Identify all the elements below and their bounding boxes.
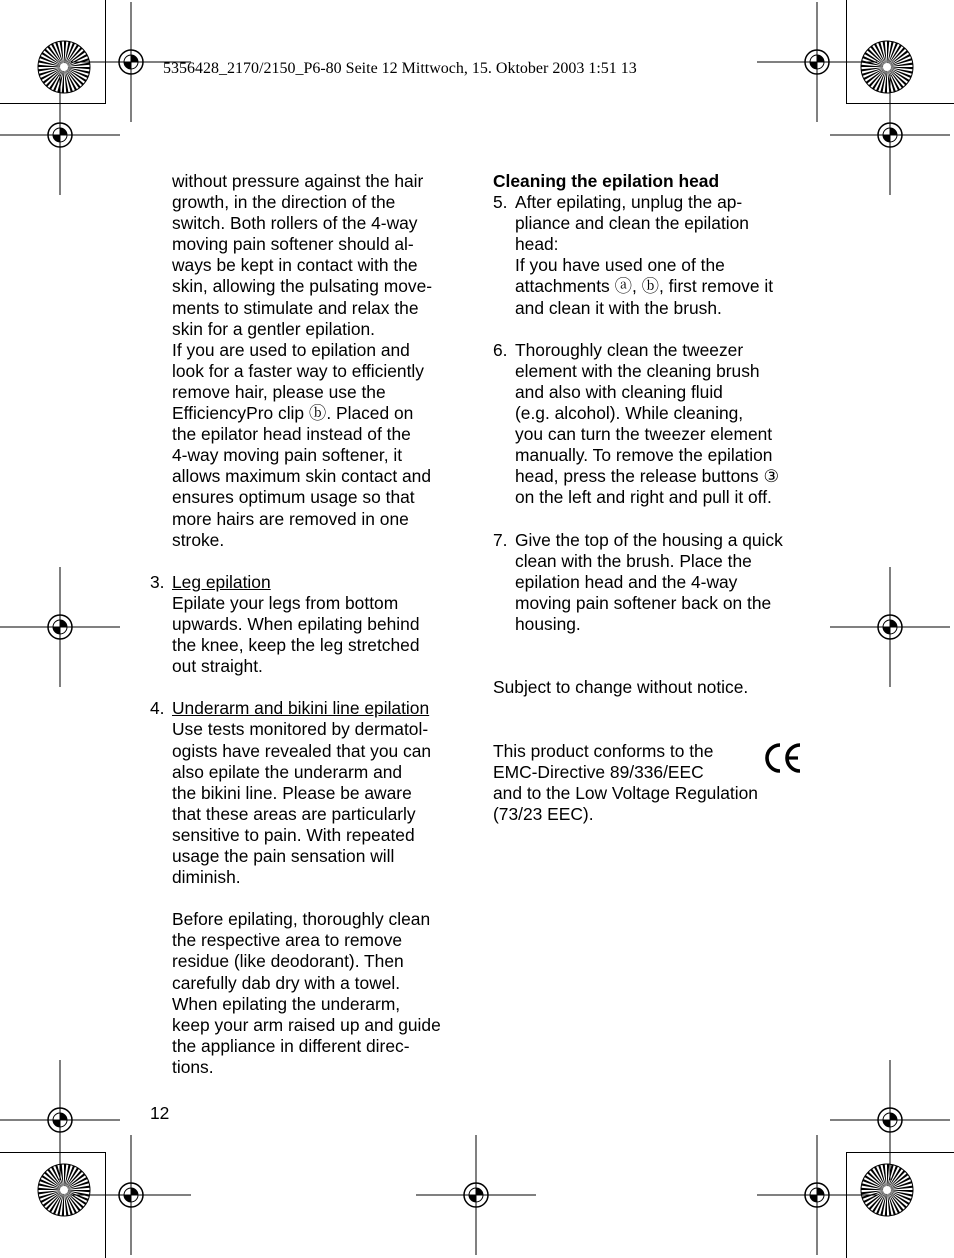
text-line: tions. (172, 1056, 214, 1077)
registration-mark-icon (757, 1135, 877, 1255)
intro-paragraph (150, 171, 470, 551)
text-line: manually. To remove the epilation (515, 445, 773, 466)
text-line: This product conforms to the (493, 740, 714, 761)
registration-mark-icon (416, 1135, 536, 1255)
crop-line (105, 0, 106, 104)
text-line: switch. Both rollers of the 4-way (172, 213, 418, 234)
crop-line (0, 1152, 105, 1153)
text-line: carefully dab dry with a towel. (172, 972, 401, 993)
list-item-underarm-bikini (150, 698, 470, 1078)
text-line: skin for a gentler epilation. (172, 318, 376, 339)
text-line: more hairs are removed in one (172, 508, 409, 529)
text-line: pliance and clean the epilation (515, 213, 749, 234)
item-title: Leg epilation (172, 571, 271, 592)
text-line: attachments ⓐ, ⓑ, first remove it (515, 276, 774, 297)
text-line: (73/23 EEC). (493, 803, 594, 824)
text-line: Use tests monitored by dermatol- (172, 719, 429, 740)
text-line: If you are used to epilation and (172, 339, 410, 360)
text-line: diminish. (172, 867, 241, 888)
text-line: allows maximum skin contact and (172, 466, 432, 487)
list-item-leg-epilation (150, 572, 470, 677)
text-line: Thoroughly clean the tweezer (515, 339, 744, 360)
text-line: moving pain softener should al- (172, 234, 414, 255)
text-line: epilation head and the 4-way (515, 571, 738, 592)
text-line: skin, allowing the pulsating move- (172, 276, 433, 297)
crop-line (846, 103, 954, 104)
text-line: If you have used one of the (515, 255, 725, 276)
text-line: ensures optimum usage so that (172, 487, 415, 508)
page-number: 12 (150, 1103, 170, 1123)
text-line: upwards. When epilating behind (172, 613, 420, 634)
text-line: EMC-Directive 89/336/EEC (493, 761, 704, 782)
text-line: that these areas are particularly (172, 803, 416, 824)
item-title: Underarm and bikini line epilation (172, 698, 430, 719)
text-line: (e.g. alcohol). While cleaning, (515, 403, 744, 424)
text-line: growth, in the direction of the (172, 192, 396, 213)
conformity-statement (493, 741, 813, 825)
text-line: you can turn the tweezer element (515, 424, 773, 445)
text-line: usage the pain sensation will (172, 846, 395, 866)
item-number: 6. (493, 339, 508, 360)
text-line: head: (515, 234, 559, 255)
text-line: housing. (515, 613, 581, 634)
notice-text: Subject to change without notice. (493, 677, 749, 698)
ce-mark-icon (763, 741, 803, 775)
text-line: Epilate your legs from bottom (172, 592, 399, 613)
text-line: the bikini line. Please be aware (172, 782, 412, 803)
text-line: the knee, keep the leg stretched (172, 635, 420, 656)
text-line: and to the Low Voltage Regulation (493, 782, 758, 803)
text-line: clean with the brush. Place the (515, 550, 752, 571)
text-line: Give the top of the housing a quick (515, 529, 783, 550)
text-line: head, press the release buttons ③ (515, 466, 780, 487)
text-line: sensitive to pain. With repeated (172, 824, 415, 845)
item-number: 7. (493, 529, 508, 550)
text-line: and also with cleaning fluid (515, 381, 723, 402)
registration-mark-icon (71, 1135, 191, 1255)
item-number: 3. (150, 571, 165, 592)
item-number: 5. (493, 192, 508, 213)
text-line: moving pain softener back on the (515, 592, 772, 613)
text-line: look for a faster way to efficiently (172, 360, 424, 381)
text-line: element with the cleaning brush (515, 360, 760, 381)
text-line: stroke. (172, 529, 225, 550)
list-item-7 (493, 530, 813, 635)
crop-line (105, 1152, 106, 1258)
text-line: ments to stimulate and relax the (172, 297, 419, 318)
crop-line (846, 1152, 847, 1258)
text-line: When epilating the underarm, (172, 993, 401, 1014)
list-item-5 (493, 192, 813, 319)
text-line: ways be kept in contact with the (172, 255, 418, 276)
text-line: on the left and right and pull it off. (515, 487, 772, 508)
text-line: After epilating, unplug the ap- (515, 192, 743, 213)
text-line: the respective area to remove (172, 930, 403, 951)
registration-mark-icon (830, 567, 950, 687)
text-line: and clean it with the brush. (515, 297, 722, 318)
text-line: EfficiencyPro clip ⓑ. Placed on (172, 403, 414, 424)
crop-line (846, 1152, 954, 1153)
registration-mark-icon (830, 75, 950, 195)
text-line: ogists have revealed that you can (172, 740, 432, 761)
crop-line (846, 0, 847, 104)
item-number: 4. (150, 698, 165, 719)
left-column (150, 171, 470, 1078)
text-line: without pressure against the hair (172, 171, 424, 191)
text-line: 4-way moving pain softener, it (172, 445, 403, 466)
list-item-6 (493, 340, 813, 509)
registration-mark-icon (0, 75, 120, 195)
text-line: keep your arm raised up and guide (172, 1014, 441, 1035)
text-line: out straight. (172, 656, 263, 677)
text-line: residue (like deodorant). Then (172, 951, 404, 972)
registration-mark-icon (0, 567, 120, 687)
text-line: the epilator head instead of the (172, 424, 411, 445)
text-line: the appliance in different direc- (172, 1035, 410, 1056)
print-header: 5356428_2170/2150_P6-80 Seite 12 Mittwoch, 15. Oktober 2003 1:51 13 (163, 60, 637, 77)
section-heading: Cleaning the epilation head (493, 171, 720, 191)
text-line: remove hair, please use the (172, 381, 386, 402)
crop-line (0, 103, 105, 104)
text-line: Before epilating, thoroughly clean (172, 909, 431, 930)
text-line: also epilate the underarm and (172, 761, 403, 782)
right-column (493, 171, 813, 825)
